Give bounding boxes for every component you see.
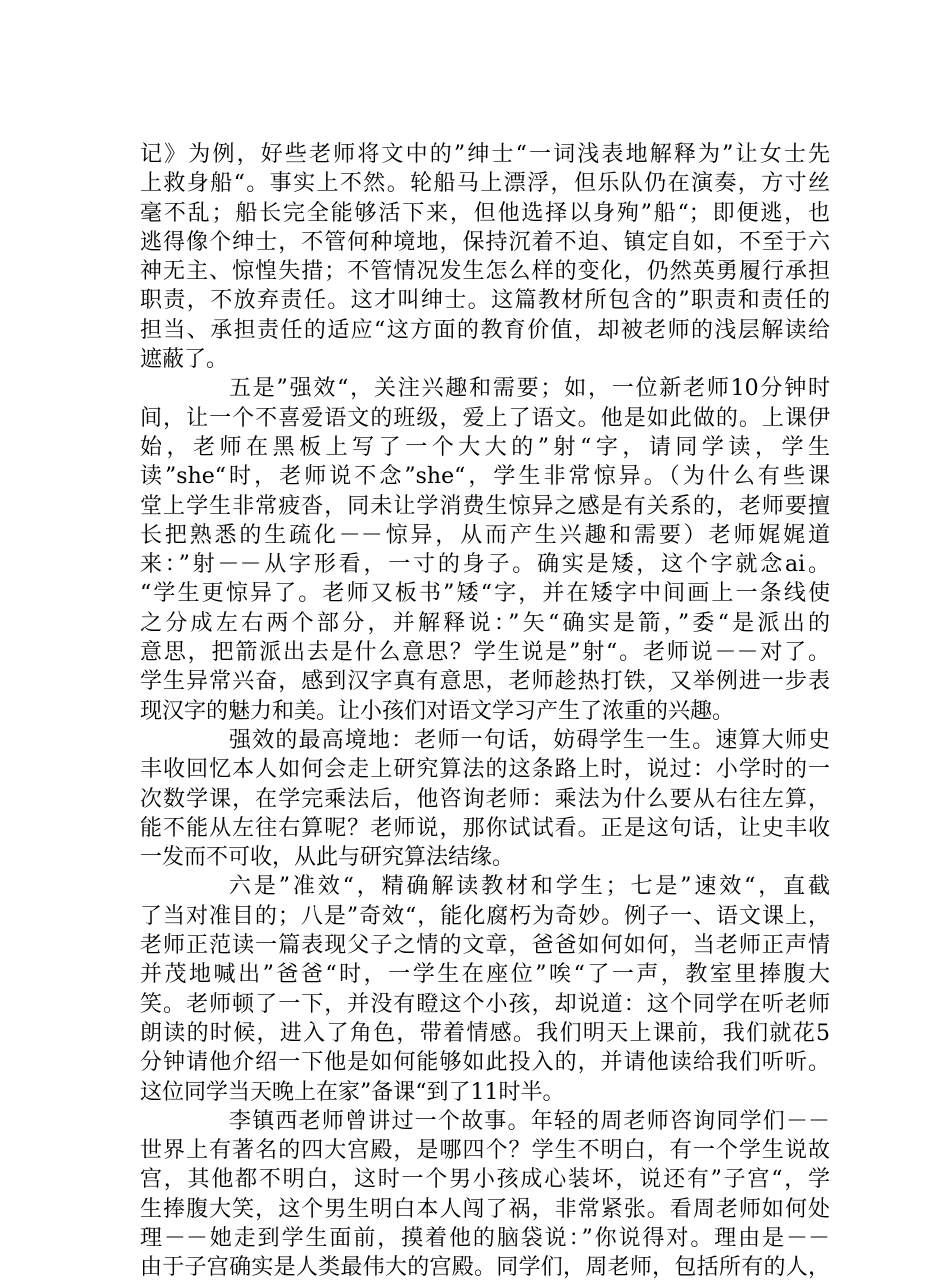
text-line: “学生更惊异了。老师又板书”矮“字，并在矮字中间画上一条线使 (140, 581, 830, 607)
text-line: 现汉字的魅力和美。让小孩们对语文学习产生了浓重的兴趣。 (140, 698, 735, 724)
text-line: 遮蔽了。 (140, 347, 229, 373)
text-line: 宫，其他都不明白，这时一个男小孩成心装坏，说还有”子宫“，学 (140, 1167, 830, 1193)
text-line: 理－－她走到学生面前，摸着他的脑袋说：”你说得对。理由是－－ (140, 1225, 830, 1251)
text-line: 朗读的时候，进入了角色，带着情感。我们明天上课前，我们就花5 (140, 1020, 830, 1046)
text-line: 由于子宫确实是人类最伟大的宫殿。同学们，周老师，包括所有的人， (140, 1255, 830, 1281)
text-line: 读”she“时，老师说不念”she“，学生非常惊异。（为什么有些课 (140, 464, 830, 490)
text-line: 笑。老师顿了一下，并没有瞪这个小孩，却说道：这个同学在听老师 (140, 991, 830, 1017)
text-line: 始，老师在黑板上写了一个大大的”射“字，请同学读，学生 (140, 434, 830, 460)
body-text (140, 140, 830, 1283)
text-line: 能不能从左往右算呢？老师说，那你试试看。正是这句话，让史丰收 (140, 815, 830, 841)
text-line: 长把熟悉的生疏化－－惊异，从而产生兴趣和需要）老师娓娓道 (140, 522, 830, 548)
text-line: 逃得像个绅士，不管何种境地，保持沉着不迫、镇定自如，不至于六 (140, 229, 830, 255)
text-line: 丰收回忆本人如何会走上研究算法的这条路上时，说过：小学时的一 (140, 757, 830, 783)
text-line: 记》为例，好些老师将文中的”绅士“一词浅表地解释为”让女士先 (140, 142, 830, 167)
text-line: 六是”准效“，精确解读教材和学生；七是”速效“，直截 (229, 874, 830, 900)
text-line: 担当、承担责任的适应“这方面的教育价值，却被老师的浅层解读给 (140, 317, 830, 343)
text-line: 老师正范读一篇表现父子之情的文章，爸爸如何如何，当老师正声情 (140, 933, 830, 959)
text-line: 次数学课，在学完乘法后，他咨询老师：乘法为什么要从右往左算， (140, 786, 830, 812)
text-line: 上救身船“。事实上不然。轮船马上漂浮，但乐队仍在演奏，方寸丝 (140, 171, 830, 197)
text-line: 五是”强效“，关注兴趣和需要；如，一位新老师10分钟时 (229, 376, 830, 402)
text-line: 世界上有著名的四大宫殿，是哪四个？学生不明白，有一个学生说故 (140, 1138, 830, 1164)
text-line: 并茂地喊出”爸爸“时，一学生在座位”唉“了一声，教室里捧腹大 (140, 962, 830, 988)
text-line: 分钟请他介绍一下他是如何能够如此投入的，并请他读给我们听听。 (140, 1050, 830, 1076)
text-line: 生捧腹大笑，这个男生明白本人闯了祸，非常紧张。看周老师如何处 (140, 1196, 830, 1222)
text-line: 堂上学生非常疲沓，同未让学消费生惊异之感是有关系的，老师要擅 (140, 493, 830, 519)
text-line: 之分成左右两个部分，并解释说：”矢“确实是箭，”委“是派出的 (140, 610, 830, 636)
text-line: 来：”射－－从字形看，一寸的身子。确实是矮，这个字就念ai。 (140, 552, 830, 578)
text-line: 意思，把箭派出去是什么意思？学生说是”射“。老师说－－对了。 (140, 640, 830, 666)
text-line: 学生异常兴奋，感到汉字真有意思，老师趁热打铁，又举例进一步表 (140, 669, 830, 695)
text-line: 神无主、惊惶失措；不管情况发生怎么样的变化，仍然英勇履行承担 (140, 259, 830, 285)
text-line: 这位同学当天晚上在家”备课“到了11时半。 (140, 1079, 565, 1105)
text-line: 强效的最高境地：老师一句话，妨碍学生一生。速算大师史 (229, 727, 830, 753)
text-line: 了当对准目的；八是”奇效“，能化腐朽为奇妙。例子一、语文课上， (140, 903, 830, 929)
text-line: 职责，不放弃责任。这才叫绅士。这篇教材所包含的”职责和责任的 (140, 288, 830, 314)
text-line: 李镇西老师曾讲过一个故事。年轻的周老师咨询同学们－－ (229, 1108, 830, 1134)
text-line: 间，让一个不喜爱语文的班级，爱上了语文。他是如此做的。上课伊 (140, 405, 830, 431)
text-line: 一发而不可收，从此与研究算法结缘。 (140, 845, 515, 871)
text-line: 毫不乱；船长完全能够活下来，但他选择以身殉”船“；即便逃，也 (140, 200, 830, 226)
